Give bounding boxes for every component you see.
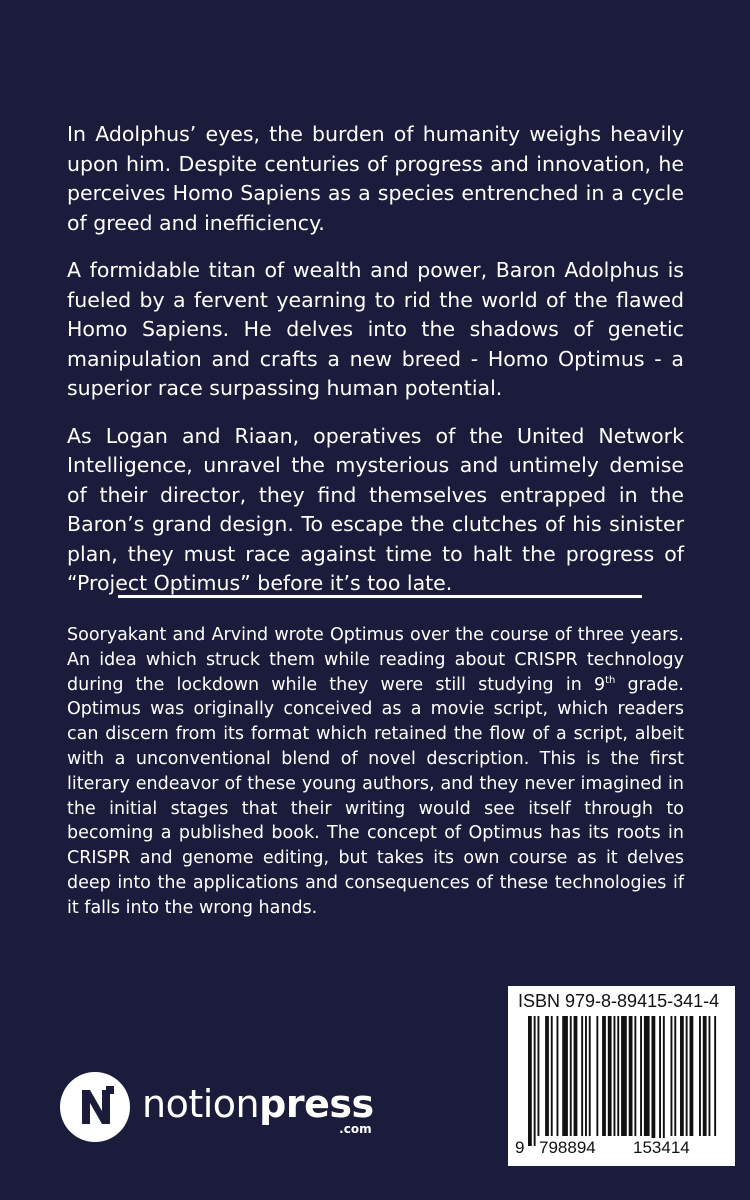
barcode-bar: [671, 1016, 673, 1136]
isbn-label: ISBN 979-8-89415-341-4: [518, 991, 720, 1011]
barcode-bar: [557, 1016, 559, 1136]
divider-line: [118, 595, 642, 598]
publisher-name-light: notion: [142, 1082, 260, 1126]
ordinal-superscript: th: [605, 674, 616, 686]
publisher-wordmark: [142, 1072, 374, 1142]
barcode-bar: [652, 1016, 656, 1146]
barcode-bar: [634, 1016, 636, 1136]
barcode-bar: [686, 1016, 688, 1136]
barcode-bar: [602, 1016, 606, 1136]
barcode-bar: [617, 1016, 619, 1136]
publisher-logo: [60, 1072, 374, 1142]
barcode-bar: [629, 1016, 633, 1136]
blurb-paragraph-1: In Adolphus’ eyes, the burden of humanity weighs heavily upon him. Despite centuries of progress and innovation, he perceives Homo Sapiens as a species entrenched in a cycle of greed and inefficiency.: [67, 122, 684, 235]
barcode-bar: [596, 1016, 598, 1136]
barcode-bar: [528, 1016, 532, 1146]
blurb-paragraph-3: As Logan and Riaan, operatives of the United Network Intelligence, unravel the mysterious and untimely demise of their director, they find themselves entrapped in the Baron’s grand design. To escape the clutches of his sinister plan, they must race against time to halt the progress of “Project Optimus” before it’s too late.: [67, 423, 684, 595]
notionpress-logo-icon: [60, 1072, 130, 1142]
isbn-barcode: [508, 986, 735, 1166]
barcode-bar: [545, 1016, 549, 1136]
barcode-bar: [570, 1016, 572, 1136]
barcode-digit-group-2: 153414: [633, 1138, 690, 1157]
publisher-domain: .com: [339, 1122, 372, 1136]
barcode-digit-group-1: 798894: [539, 1138, 596, 1157]
barcode-bar: [614, 1016, 616, 1136]
barcode-bar: [699, 1016, 701, 1136]
barcode-bar: [674, 1016, 676, 1136]
barcode-bar: [663, 1016, 665, 1146]
barcode-bar: [703, 1016, 707, 1136]
barcode-bars: [528, 1016, 718, 1146]
author-bio-text-end: grade. Optimus was originally conceived as a movie script, which readers can discern from its format which retained the flow of a script, albeit with a unconventional blend of novel description. This is the first literary endeavor of these young authors, and they never imagined in the initial stages that their writing would see itself through to becoming a published book. The concept of Optimus has its roots in CRISPR and genome editing, but takes its own course as it delves deep into the applications and consequences of these technologies if it falls into the wrong hands.: [67, 674, 684, 918]
blurb-paragraph-2: A formidable titan of wealth and power, Baron Adolphus is fueled by a fervent yearning to rid the world of the flawed Homo Sapiens. He delves into the shadows of genetic manipulation and crafts a new breed - Homo Optimus - a superior race surpassing human potential.: [67, 258, 684, 400]
barcode-bar: [608, 1016, 612, 1136]
barcode-bar: [621, 1016, 627, 1136]
barcode-bar: [709, 1016, 711, 1136]
barcode-bar: [534, 1016, 536, 1146]
barcode-bar: [551, 1016, 553, 1136]
barcode-bar: [538, 1016, 540, 1136]
barcode-digit-lead: 9: [515, 1138, 525, 1157]
author-bio: [67, 623, 684, 921]
barcode-bar: [644, 1016, 650, 1136]
publisher-name-bold: press: [259, 1082, 374, 1126]
book-blurb: [67, 120, 684, 617]
barcode-bar: [714, 1016, 716, 1136]
barcode-bar: [680, 1016, 684, 1136]
barcode-bar: [589, 1016, 591, 1136]
barcode-bar: [659, 1016, 661, 1146]
barcode-bar: [562, 1016, 568, 1136]
barcode-bar: [690, 1016, 694, 1136]
publisher-name: [142, 1082, 374, 1126]
barcode-bar: [640, 1016, 642, 1136]
barcode-bar: [581, 1016, 583, 1136]
author-bio-text-start: Sooryakant and Arvind wrote Optimus over the course of three years. An idea which struck them while reading about CRISPR technology during the lockdown while they were still studying in 9: [67, 625, 684, 695]
barcode-bar: [585, 1016, 587, 1136]
barcode-bar: [574, 1016, 578, 1136]
